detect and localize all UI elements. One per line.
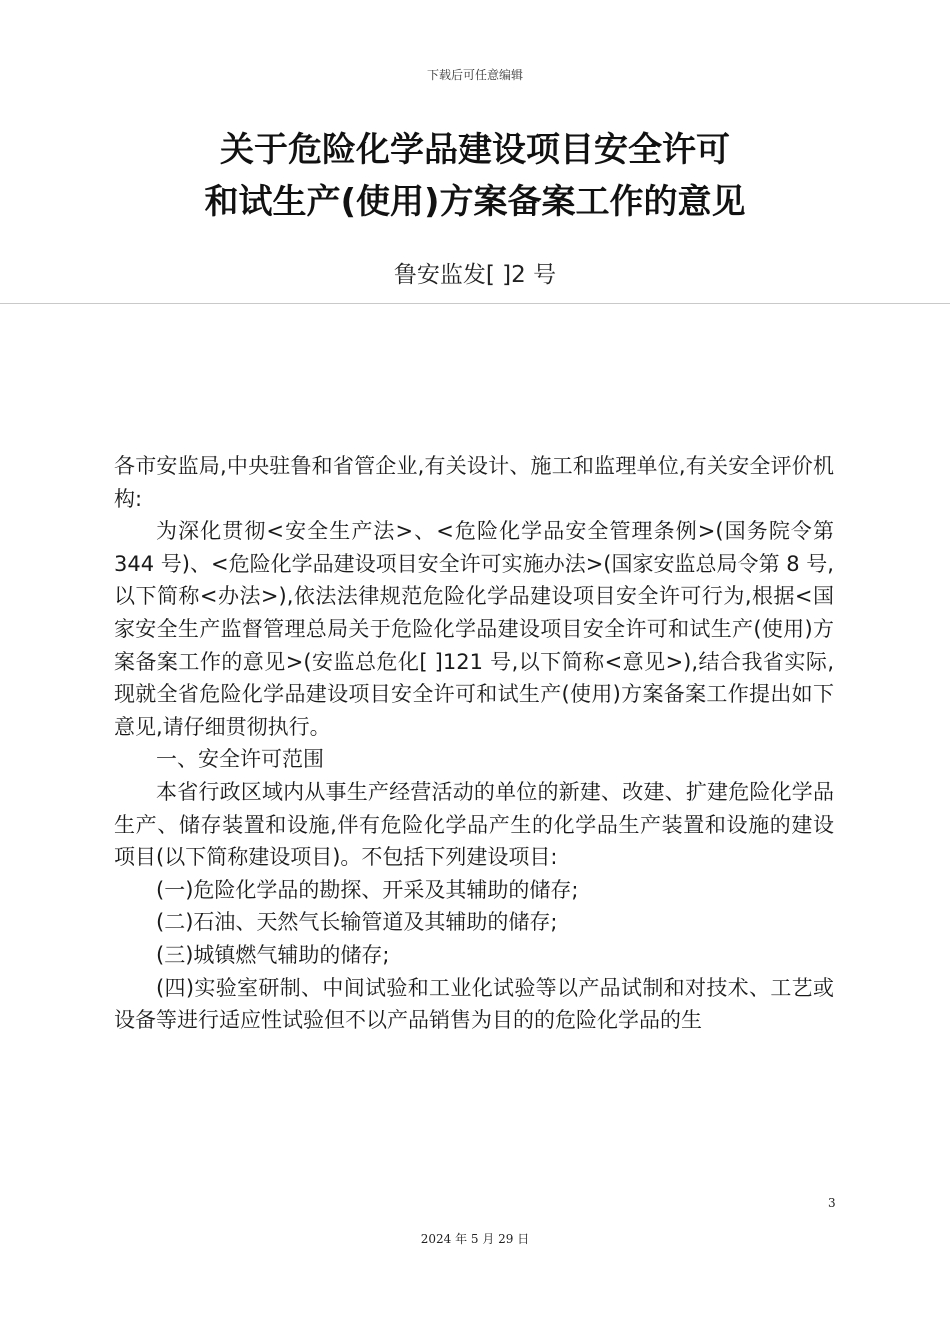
document-number: 鲁安监发[ ]2 号 — [393, 262, 557, 288]
document-title — [0, 124, 950, 228]
exclusion-item: (一)危险化学品的勘探、开采及其辅助的储存; — [156, 877, 579, 902]
page-number: 3 — [828, 1196, 836, 1210]
section-heading: 一、安全许可范围 — [156, 747, 324, 772]
header-note: 下载后可任意编辑 — [426, 68, 523, 82]
scope-paragraph: 本省行政区域内从事生产经营活动的单位的新建、改建、扩建危险化学品生产、储存装置和设施,伴有危险化学品产生的化学品生产装置和设施的建设项目(以下简称建设项目)。不包括下列建设项目: — [114, 779, 834, 870]
exclusion-item: (四)实验室研制、中间试验和工业化试验等以产品试制和对技术、工艺或设备等进行适应性试验但不以产品销售为目的的危险化学品的生 — [114, 975, 834, 1033]
addressee-paragraph: 各市安监局,中央驻鲁和省管企业,有关设计、施工和监理单位,有关安全评价机构: — [114, 454, 834, 511]
document-body — [114, 450, 834, 1037]
title-line-2: 和试生产(使用)方案备案工作的意见 — [204, 182, 746, 222]
footer-date: 2024 年 5 月 29 日 — [420, 1232, 530, 1246]
exclusion-item: (三)城镇燃气辅助的储存; — [156, 942, 390, 967]
header-divider — [0, 303, 950, 304]
intro-paragraph: 为深化贯彻<安全生产法>、<危险化学品安全管理条例>(国务院令第 344 号)、<危险化学品建设项目安全许可实施办法>(国家安监总局令第 8 号,以下简称<办法>),依法法律规范危险化学品建设项目安全许可行为,根据<国家安全生产监督管理总局关于危险化学品建设项目安全许可和试生产(使用)方案备案工作的意见>(安监总危化[ ]121 号,以下简称<意见>),结合我省实际,现就全省危险化学品建设项目安全许可和试生产(使用)方案备案工作提出如下意见,请仔细贯彻执行。 — [114, 519, 834, 739]
title-line-1: 关于危险化学品建设项目安全许可 — [220, 130, 730, 170]
exclusion-item: (二)石油、天然气长输管道及其辅助的储存; — [156, 910, 558, 935]
